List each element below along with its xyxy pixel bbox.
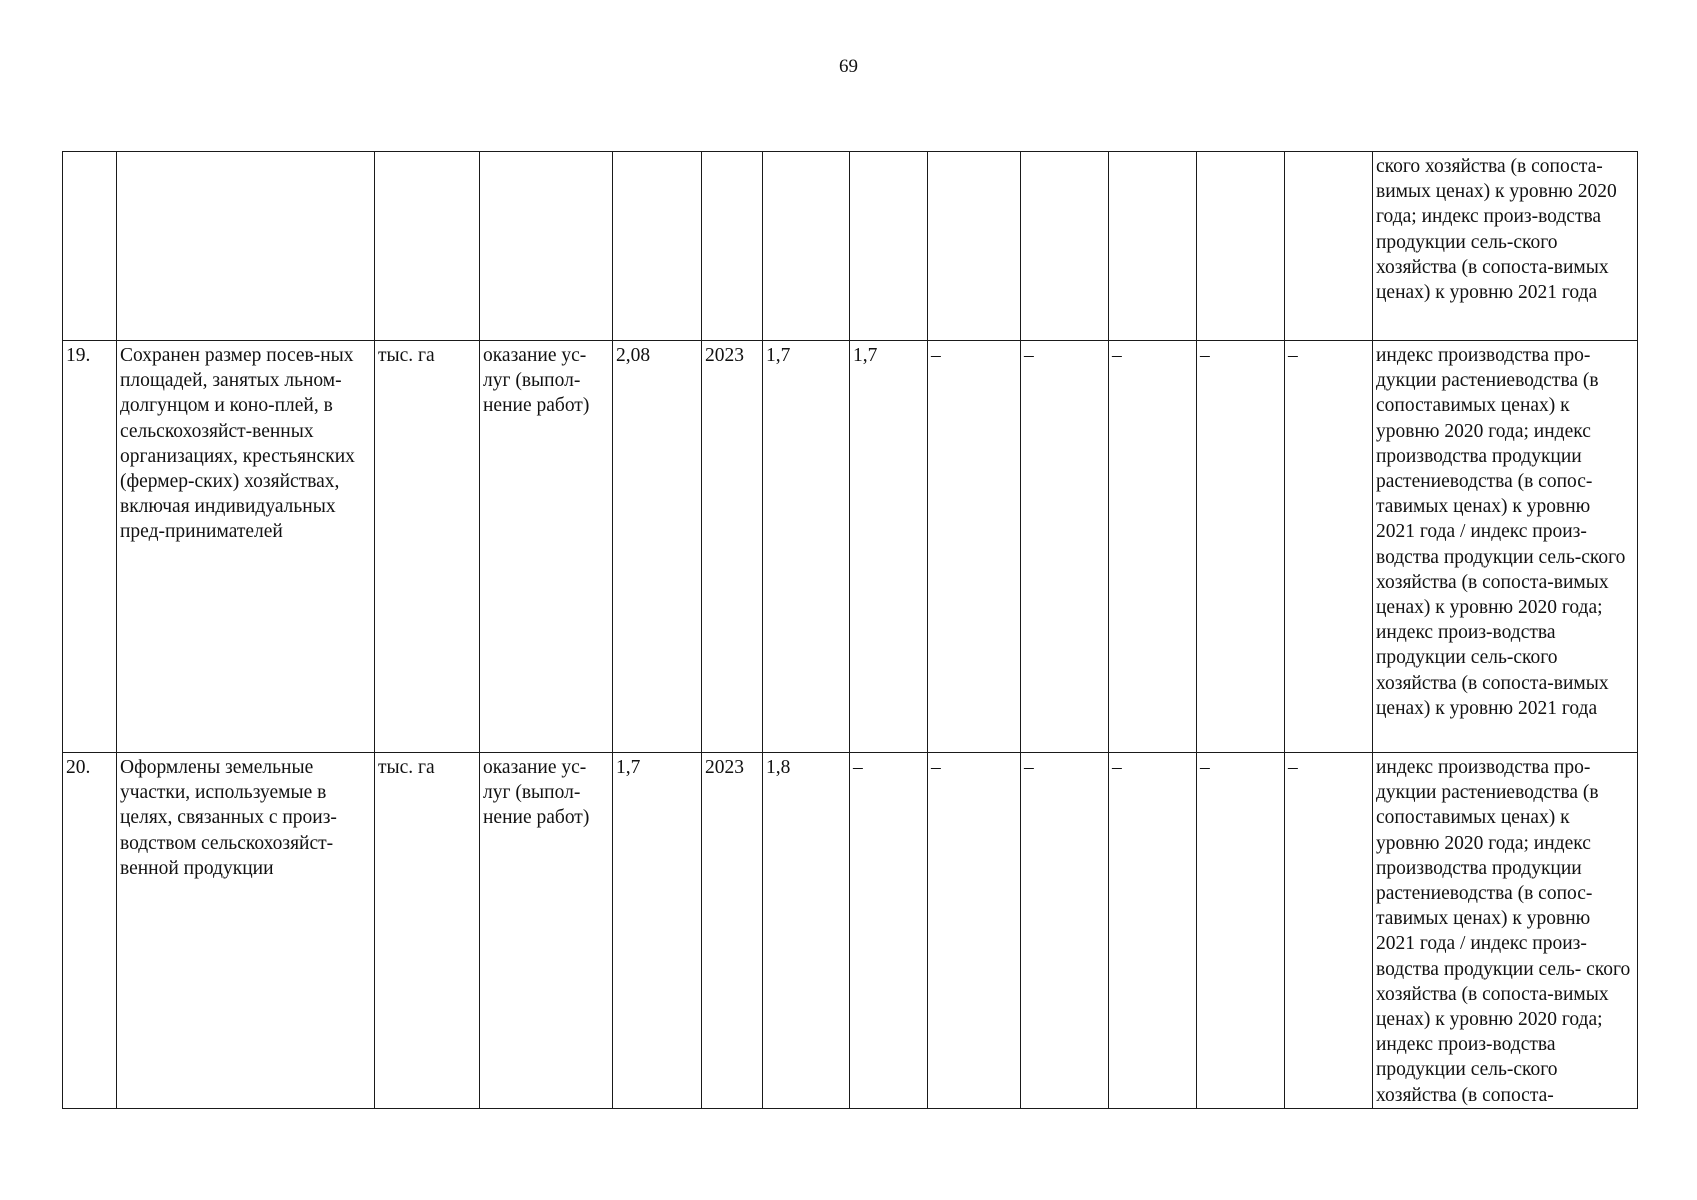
result-type-cell: [480, 152, 613, 341]
value-cell: [763, 152, 850, 341]
base-value-cell: 2,08: [613, 341, 702, 753]
value-cell: [1285, 152, 1373, 341]
base-year-cell: 2023: [702, 341, 763, 753]
unit-cell: тыс. га: [375, 753, 480, 1109]
value-cell: –: [928, 753, 1021, 1109]
value-cell: [850, 152, 928, 341]
table-row: [63, 341, 1638, 753]
base-value-cell: 1,7: [613, 753, 702, 1109]
indicator-cell: индекс производства про-дукции растениеводства (в сопоставимых ценах) к уровню 2020 года; индекс производства продукции растениеводства (в сопос-тавимых ценах) к уровню 2021 года / индекс произ-водства продукции сель-ского хозяйства (в сопоста-вимых ценах) к уровню 2020 года; индекс произ-водства продукции сель-ского хозяйства (в сопоста-вимых ценах) к уровню 2021 года: [1373, 341, 1638, 753]
value-cell: –: [1021, 753, 1109, 1109]
base-year-cell: [702, 152, 763, 341]
value-cell: –: [1109, 753, 1197, 1109]
result-name-cell: Сохранен размер посев-ных площадей, занятых льном-долгунцом и коно-плей, в сельскохозяйст-венных организациях, крестьянских (фермер-ских) хозяйствах, включая индивидуальных пред-принимателей: [117, 341, 375, 753]
value-cell: –: [1197, 753, 1285, 1109]
value-cell: –: [1197, 341, 1285, 753]
base-value-cell: [613, 152, 702, 341]
value-cell: [1197, 152, 1285, 341]
base-year-cell: 2023: [702, 753, 763, 1109]
value-cell: [928, 152, 1021, 341]
result-name-cell: Оформлены земельные участки, используемые в целях, связанных с произ-водством сельскохозяйст-венной продукции: [117, 753, 375, 1109]
value-cell: [1109, 152, 1197, 341]
row-number-cell: 19.: [63, 341, 117, 753]
page-number: 69: [839, 56, 858, 77]
unit-cell: тыс. га: [375, 341, 480, 753]
row-number-cell: [63, 152, 117, 341]
value-cell: –: [1285, 753, 1373, 1109]
value-cell: –: [1285, 341, 1373, 753]
value-cell: –: [928, 341, 1021, 753]
indicator-text: индекс производства про-дукции растениеводства (в сопоставимых ценах) к уровню 2020 года; индекс производства продукции растениеводства (в сопос-тавимых ценах) к уровню 2021 года / индекс произ-водства продукции сель-: [1376, 757, 1599, 980]
value-cell: –: [850, 753, 928, 1109]
indicators-table: [62, 151, 1638, 1109]
row-number-cell: 20.: [63, 753, 117, 1109]
value-cell: –: [1109, 341, 1197, 753]
result-name-cell: [117, 152, 375, 341]
unit-cell: [375, 152, 480, 341]
value-cell: [1021, 152, 1109, 341]
table-row: [63, 152, 1638, 341]
value-cell: 1,7: [763, 341, 850, 753]
result-type-cell: оказание ус-луг (выпол-нение работ): [480, 341, 613, 753]
indicator-cell: [1373, 753, 1638, 1109]
value-cell: 1,8: [763, 753, 850, 1109]
table-row: [63, 753, 1638, 1109]
indicator-cell: ского хозяйства (в сопоста-вимых ценах) к уровню 2020 года; индекс произ-водства продукции сель-ского хозяйства (в сопоста-вимых ценах) к уровню 2021 года: [1373, 152, 1638, 341]
indicator-text-continuation: ского хозяйства (в сопоста-вимых ценах) к уровню 2020 года; индекс произ-водства продукции сель-ского хозяйства (в сопоста-: [1376, 958, 1631, 1106]
result-type-cell: оказание ус-луг (выпол-нение работ): [480, 753, 613, 1109]
value-cell: 1,7: [850, 341, 928, 753]
value-cell: –: [1021, 341, 1109, 753]
